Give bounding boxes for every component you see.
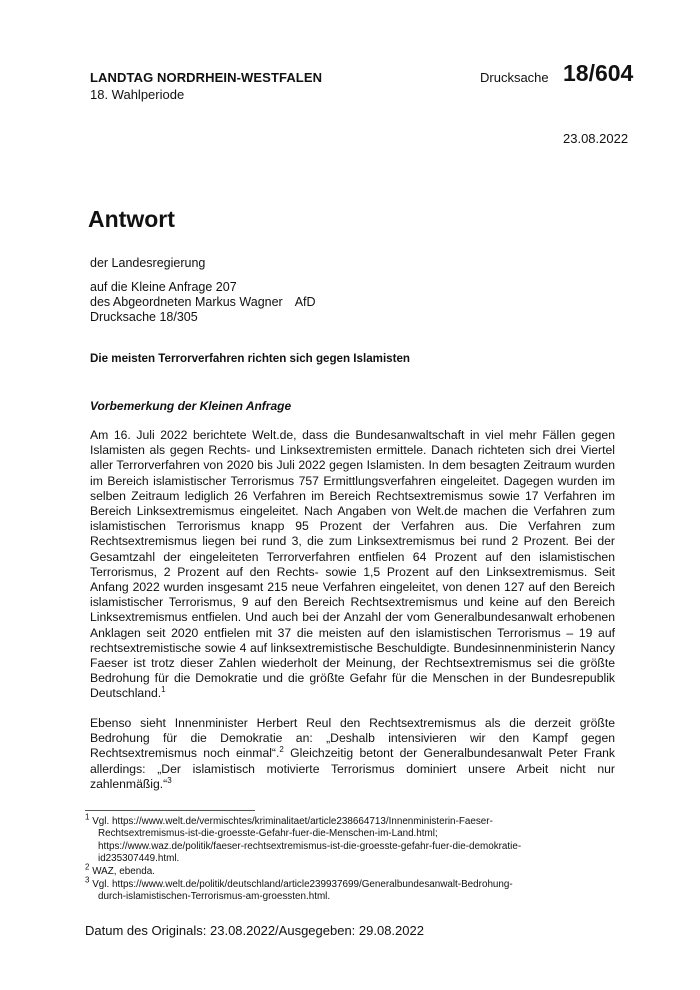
footnote-1-line-3: https://www.waz.de/politik/faeser-rechtsextremismus-ist-die-groesste-gefahr-fuer-die-demokratie- — [98, 840, 522, 852]
drucksache-number: 18/604 — [563, 60, 634, 86]
deputy-party: AfD — [294, 295, 316, 309]
footnote-1 — [85, 812, 615, 866]
document-title: Antwort — [88, 206, 175, 232]
paragraph-2a-text: Ebenso sieht Innenminister Herbert Reul den Rechtsextremismus als die derzeit größte Bedrohung für die Demokratie an: „Deshalb intensivieren wir den Kampf gegen Rechtsextremismus noch einmal“. — [90, 716, 615, 761]
footnote-ref-1: 1 — [161, 685, 166, 695]
footnote-ref-2: 2 — [279, 745, 284, 755]
footnote-2-line-1: WAZ, ebenda. — [92, 866, 155, 877]
footnote-divider — [85, 810, 255, 811]
deputy-name: des Abgeordneten Markus Wagner — [90, 295, 283, 309]
footnote-1-line-4: id235307449.html. — [98, 853, 180, 865]
document-date: 23.08.2022 — [563, 131, 629, 146]
drucksache-label: Drucksache — [480, 70, 549, 85]
footnote-1-number: 1 — [85, 812, 90, 822]
footnote-1-line-2: Rechtsextremismus-ist-die-groesste-Gefahr-fuer-die-Menschen-im-Land.html; — [98, 828, 438, 840]
inquiry-reference: auf die Kleine Anfrage 207 — [90, 280, 237, 294]
footnote-3 — [85, 875, 615, 904]
issuer: der Landesregierung — [90, 256, 206, 270]
footnote-2-number: 2 — [85, 862, 90, 872]
paragraph-2b-text: Gleichzeitig betont der Generalbundesanwalt Peter Frank allerdings: „Der islamistisch motivierte Terrorismus dominiert unsere Arbeit nicht nur zahlenmäßig.“ — [90, 746, 615, 791]
body-paragraph-2 — [90, 716, 615, 792]
section-heading: Vorbemerkung der Kleinen Anfrage — [90, 399, 292, 413]
subject-heading: Die meisten Terrorverfahren richten sich gegen Islamisten — [90, 352, 411, 365]
inquiry-drucksache: Drucksache 18/305 — [90, 310, 198, 324]
paragraph-1-text: Am 16. Juli 2022 berichtete Welt.de, dass die Bundesanwaltschaft in viel mehr Fällen gegen Islamisten als gegen Rechts- und Linksextremisten ermittele. Danach richteten sich drei Viertel aller Terrorverfahren von 2020 bis Juli 2022 gegen Islamisten. In dem besagten Zeitraum wurden im Bereich islamistischer Terrorismus 757 Ermittlungsverfahren eingeleitet. Dagegen wurden im selben Zeitraum lediglich 26 Verfahren im Bereich Rechtsextremismus sowie 17 Verfahren im Bereich Linksextremismus eingeleitet. Nach Angaben von Welt.de machen die Verfahren zum islamistischen Terrorismus knapp 95 Prozent der Verfahren aus. Die Verfahren zum Rechtsextremismus liegen bei rund 3, die zum Linksextremismus bei rund 2 Prozent. Bei der Gesamtzahl der eingeleiteten Terrorverfahren entfielen 64 Prozent auf den islamistischen Terrorismus, 2 Prozent auf den Rechts- sowie 1,5 Prozent auf den Linksextremismus. Seit Anfang 2022 wurden insgesamt 215 neue Verfahren eingeleitet, von denen 127 auf den Bereich islamistischer Terrorismus, 9 auf den Bereich Rechtsextremismus und keine auf den Bereich Linksextremismus entfielen. Und auch bei der Anzahl der vom Generalbundesanwalt erhobenen Anklagen seit 2020 entfielen mit 37 die meisten auf den islamistischen Terrorismus – 19 auf rechtsextremistische sowie 4 auf linksextremistische Beschuldigte. Bundesinnenministerin Nancy Faeser ist trotz dieser Zahlen wiederholt der Meinung, der Rechtsextremismus sei die größte Bedrohung für die Demokratie und die größte Gefahr für die Menschen in der Bundesrepublik Deutschland. — [90, 428, 615, 701]
body-paragraph-1 — [90, 428, 615, 702]
footnote-2 — [85, 862, 615, 878]
footnote-3-line-1: Vgl. https://www.welt.de/politik/deutschland/article239937699/Generalbundesanwalt-Bedrohung- — [92, 879, 513, 890]
legislative-period: 18. Wahlperiode — [90, 87, 185, 102]
footnote-3-number: 3 — [85, 875, 90, 885]
footnote-1-line-1: Vgl. https://www.welt.de/vermischtes/kriminalitaet/article238664713/Innenministerin-Faeser- — [92, 816, 493, 827]
publication-dates: Datum des Originals: 23.08.2022/Ausgegeben: 29.08.2022 — [85, 923, 424, 938]
deputy-line — [90, 295, 316, 310]
parliament-name: LANDTAG NORDRHEIN-WESTFALEN — [90, 70, 323, 85]
footnote-3-line-2: durch-islamistischen-Terrorismus-am-groessten.html. — [98, 891, 331, 903]
footnote-ref-3: 3 — [167, 775, 172, 785]
